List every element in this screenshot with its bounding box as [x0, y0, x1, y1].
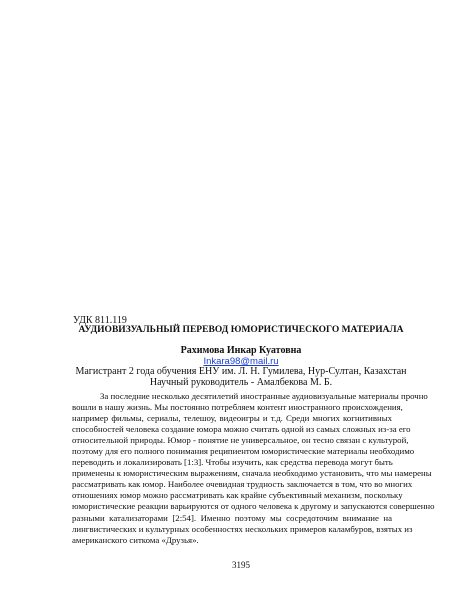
- body-line: поэтому для его полного понимания реципиентом юмористические материалы необходимо: [72, 446, 415, 457]
- author-name: Рахимова Инкар Куатовна: [180, 345, 302, 356]
- body-line: способностей человека создание юмора можно считать одной из самых сложных из-за его: [72, 424, 411, 435]
- scientific-advisor: Научный руководитель - Амалбекова М. Б.: [149, 377, 333, 388]
- body-line: вошли в нашу жизнь. Мы постоянно потребляем контент иностранного происхождения,: [72, 402, 403, 413]
- body-line: рассматривать как юмор. Наиболее очевидная трудность заключается в том, что во многих: [72, 479, 413, 490]
- body-line: лингвистических и культурных особенностях нескольких примеров каламбуров, взятых из: [72, 523, 413, 534]
- page-number: 3195: [232, 560, 250, 570]
- body-line: разными катализаторами [2:54]. Именно поэтому мы сосредоточим внимание на: [72, 512, 392, 523]
- body-line: относительной природы. Юмор - понятие не универсальное, он тесно связан с культурой,: [72, 435, 409, 446]
- body-paragraph: [72, 391, 435, 546]
- author-affiliation: Магистрант 2 года обучения ЕНУ им. Л. Н. Гумилева, Нур-Султан, Казахстан: [75, 366, 407, 377]
- body-line: отношениях юмор можно рассматривать как крайне субъективный механизм, поскольку: [72, 490, 403, 501]
- article-title: АУДИОВИЗУАЛЬНЫЙ ПЕРЕВОД ЮМОРИСТИЧЕСКОГО МАТЕРИАЛА: [78, 325, 404, 335]
- body-line: американского ситкома «Друзья».: [72, 534, 199, 545]
- body-line: например фильмы, сериалы, телешоу, видеоигры и т.д. Среди многих когнитивных: [72, 413, 392, 424]
- body-line: применены к юмористическим выражениям, сначала необходимо установить, что мы намерены: [72, 468, 432, 479]
- body-line: юмористические реакции варьируются от одного человека к другому и запускаются совершенно: [72, 501, 435, 512]
- email-link[interactable]: Inkara98@mail.ru: [203, 356, 279, 367]
- body-line: За последние несколько десятилетий иностранные аудиовизуальные материалы прочно: [100, 391, 428, 401]
- udk-code: УДК 811.119: [73, 315, 127, 326]
- body-line: переводить и локализировать [1:3]. Чтобы изучить, как средства перевода могут быть: [72, 457, 393, 468]
